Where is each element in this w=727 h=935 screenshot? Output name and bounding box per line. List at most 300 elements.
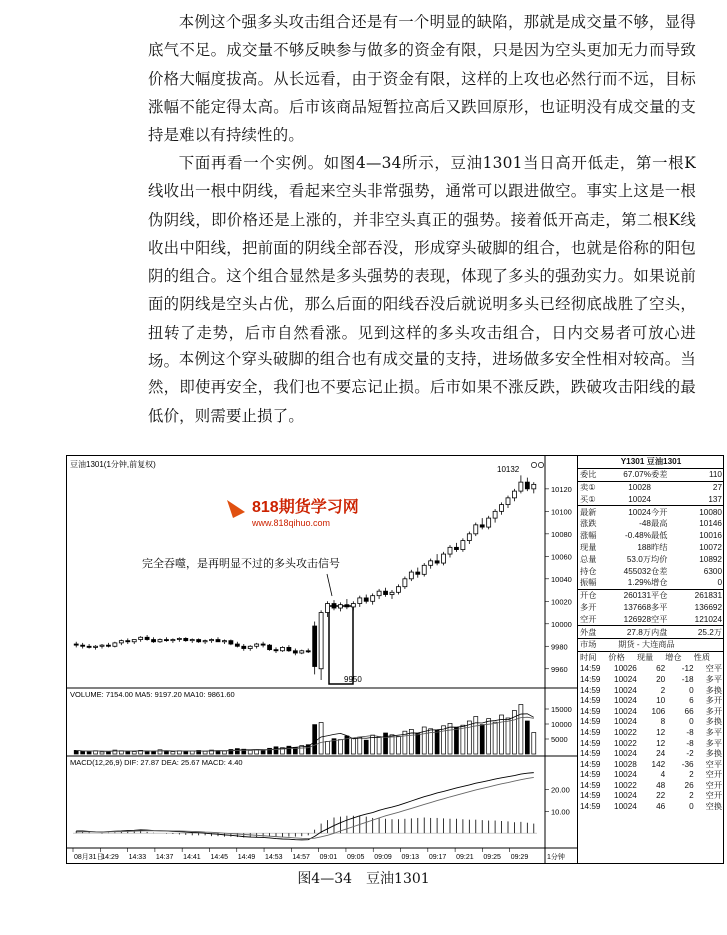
time-tick-label: 14:41 [183,854,201,861]
volume-bar [390,735,394,754]
tick-cell: 4 [660,770,666,780]
candle-down [525,482,529,489]
tick-cell: 20 [656,674,666,684]
quote-cell: 卖① [580,482,596,492]
quote-row [578,482,724,494]
tick-cell: 24 [656,749,666,759]
candle-up [532,484,536,488]
volume-bar [126,751,130,754]
ticks-header-cell: 时间 [580,653,597,663]
volume-tick-label: 10000 [551,720,572,729]
volume-bar [493,722,497,754]
quote-cell: 10892 [699,554,722,564]
candle-down [235,644,239,646]
time-tick-label: 14:37 [155,854,174,861]
tick-cell: 10022 [614,780,637,790]
candle-down [229,641,233,644]
tick-cell: 14:59 [580,696,601,706]
candle-down [306,651,310,652]
quote-cell: 委比 [580,470,597,480]
quote-cell: 开仓 [580,591,597,601]
volume-bar [313,725,317,754]
candle-up [467,534,471,541]
tick-cell: 10024 [614,674,637,684]
volume-bar [519,705,523,755]
time-tick-label: 09:09 [374,854,392,861]
candle-down [74,644,78,645]
quote-row [578,613,724,625]
candle-down [164,640,168,641]
candle-up [506,498,510,505]
price-tick-label: 10060 [551,552,572,562]
volume-bar [448,723,452,754]
quote-cell: 涨幅 [580,531,597,541]
volume-bar [171,752,175,754]
quote-cell: 67.07% [623,470,651,480]
volume-bar [500,715,504,754]
volume-bar [480,725,484,754]
candle-up [351,604,355,607]
candle-up [300,651,304,653]
price-tick-label: 10040 [551,574,572,584]
quote-cell: 期货 - 大连商品 [618,640,675,650]
chart-figure [66,455,724,864]
candle-up [139,637,143,639]
tick-cell: 空开 [705,780,723,790]
candle-up [132,640,136,642]
watermark-url: www.818qihuo.com [252,518,331,528]
tick-cell: 10022 [614,738,637,748]
tick-cell: 10 [656,696,666,706]
tick-cell: 48 [656,780,666,790]
tick-cell: 22 [656,791,666,801]
candle-down [106,645,110,646]
candle-down [313,626,317,666]
quote-row [578,590,724,602]
tick-cell: 多换 [705,717,723,727]
time-tick-label: 09:17 [428,854,447,861]
tick-cell: 10024 [614,791,637,801]
tick-cell: 14:59 [580,706,601,716]
tick-cell: 多开 [705,706,723,716]
candle-up [190,640,194,641]
volume-bar [152,751,156,754]
candle-up [255,644,259,646]
tick-cell: 14:59 [580,738,601,748]
candle-up [487,518,491,527]
tick-cell: 10024 [614,706,637,716]
candle-down [332,604,336,608]
quote-cell: 买① [580,494,596,504]
tick-cell: 26 [684,780,694,790]
price-tick-label: 9960 [551,664,568,674]
candle-down [268,645,272,649]
annotation-text: 完全吞噬，是再明显不过的多头攻击信号 [142,558,340,570]
candle-down [454,547,458,549]
quote-cell: 10146 [699,519,722,529]
low-price-label: 9950 [344,675,362,684]
volume-bar [358,737,362,754]
candle-up [429,561,433,565]
time-tick-label: 09:29 [510,854,529,861]
tick-cell: 14:59 [580,780,601,790]
tick-row [578,780,724,791]
candle-up [203,641,207,642]
candle-down [416,572,420,574]
volume-bar [74,750,78,754]
tick-cell: 10024 [614,685,637,695]
candle-down [261,644,265,645]
tick-cell: 多换 [705,749,723,759]
tick-cell: 10028 [614,759,637,769]
quote-cell: -48 [639,519,651,529]
quote-section-rows1 [578,468,724,481]
price-tick-label: 10020 [551,597,572,607]
candle-up [461,541,465,550]
quote-cell: 25.2万 [697,627,722,637]
candle-up [448,547,452,554]
candle-up [396,587,400,593]
candle-up [210,640,214,641]
volume-bar [248,750,252,754]
time-tick-label: 09:13 [401,854,420,861]
quote-cell: 涨跌 [580,519,597,529]
tick-cell: 142 [651,759,666,769]
tick-cell: 空换 [705,802,723,812]
time-tick-label: 14:29 [101,854,119,861]
quote-row [578,626,724,638]
quote-row [578,602,724,614]
tick-row [578,695,724,706]
volume-bar [532,733,536,754]
quote-cell: 260131 [623,591,651,601]
quote-row [578,542,724,554]
volume-bar [461,725,465,754]
tick-cell: 10024 [614,770,637,780]
volume-header: VOLUME: 7154.00 MA5: 9197.20 MA10: 9861.60 [70,690,235,699]
volume-bar [338,740,342,754]
tick-cell: 14:59 [580,674,601,684]
time-tick-label: 09:25 [483,854,501,861]
tick-cell: 10026 [614,664,637,674]
quote-cell: 最高 [651,519,668,529]
quote-cell: 平仓 [651,591,668,601]
time-tick-label: 14:45 [210,854,229,861]
volume-bar [506,718,510,754]
volume-bar [416,734,420,754]
volume-bar [184,751,188,754]
macd-header: MACD(12,26,9) DIF: 27.87 DEA: 25.67 MACD: 4.40 [70,758,243,767]
tick-cell: -36 [681,759,694,769]
tick-cell: 106 [651,706,666,716]
volume-bar [474,717,478,755]
quote-cell: 136692 [694,602,722,612]
candle-down [197,640,201,642]
tick-cell: 14:59 [580,802,601,812]
quote-cell: 27 [712,482,722,492]
quote-cell: 110 [708,470,722,480]
quote-cell: 昨结 [651,542,668,552]
tick-cell: -12 [681,664,694,674]
candle-down [126,641,130,642]
candle-up [113,643,117,646]
quote-row [578,639,724,651]
watermark-brand: 818期货学习网 [252,499,359,516]
quote-cell: 空平 [651,614,668,624]
tick-row [578,759,724,770]
quote-cell: 27.8万 [626,627,651,637]
quote-cell: 最低 [651,531,668,541]
tick-cell: 14:59 [580,727,601,737]
quote-cell: 10080 [699,507,722,517]
candle-down [274,650,278,651]
candle-down [152,640,156,642]
candle-down [293,651,297,653]
paragraph-2: 下面再看一个实例。如图4—34所示，豆油1301当日高开低走，第一根K线收出一根中阴线，看起来空头非常强势，通常可以跟进做空。事实上这是一根伪阴线，即价格还是上涨的，并非空头真正的强势。接着低开高走，第二根K线收出中阳线，把前面的阴线全部吞没，形成穿头破脚的组合，也就是俗称的阳包阴的组合。这个组合显然是多头强势的表现，体现了多头的强劲实力。如果说前面的阴线是空头占优，那么后面的阳线吞没后就说明多头已经彻底战胜了空头，扭转了走势，后市自然看涨。见到这样的多头攻击组合，日内交易者可放心进场。 [148,154,696,371]
quote-cell: 振幅 [580,578,597,588]
time-tick-label: 09:01 [319,854,338,861]
quote-cell: 委差 [651,470,668,480]
candle-up [422,565,426,574]
candle-up [222,641,226,642]
candle-down [384,591,388,594]
quote-cell: 市场 [580,640,597,650]
tick-cell: 0 [689,685,694,695]
quote-cell: 1.29% [627,578,651,588]
time-tick-label: 09:21 [456,854,474,861]
volume-bar [442,726,446,754]
tick-row [578,801,724,812]
candle-up [390,592,394,594]
tick-cell: 空开 [705,770,723,780]
tick-cell: 12 [656,727,666,737]
tick-cell: 14:59 [580,770,601,780]
candle-down [364,598,368,601]
quote-cell: 10024 [628,494,651,504]
tick-cell: 14:59 [580,717,601,727]
tick-cell: 66 [684,706,694,716]
tick-row [578,791,724,802]
tick-cell: 多开 [705,696,723,706]
quote-cell: 现量 [580,542,597,552]
quote-title: Y1301 豆油1301 [620,457,682,467]
quote-cell: -0.48% [625,531,651,541]
candle-up [500,505,504,512]
quote-row [578,553,724,565]
tick-row [578,674,724,685]
tick-cell: 10024 [614,696,637,706]
tick-cell: 多平 [705,674,723,684]
price-chart [67,456,577,863]
tick-cell: 8 [660,717,666,727]
tick-cell: -8 [686,727,694,737]
candle-down [216,640,220,642]
tick-cell: 多平 [705,738,723,748]
tick-row [578,664,724,675]
price-tick-label: 10100 [551,507,572,517]
quote-cell: 137 [708,494,722,504]
candle-down [287,647,291,650]
price-chart-header: 豆油1301(1分钟,前复权) [70,460,156,469]
quote-section-rows6 [578,638,724,651]
candle-up [442,554,446,563]
volume-bar [222,751,226,754]
tick-cell: 2 [689,770,694,780]
tick-cell: 2 [660,685,666,695]
candle-up [409,572,413,579]
quote-cell: 多开 [580,602,597,612]
quote-cell: 空开 [580,614,597,624]
quote-cell: 188 [637,542,651,552]
candle-up [280,647,284,650]
tick-cell: 14:59 [580,664,601,674]
volume-bar [435,730,439,754]
quote-cell: 10072 [699,542,722,552]
tick-cell: -8 [686,738,694,748]
volume-bar [235,749,239,754]
quote-cell: 10024 [628,507,651,517]
quote-section-rows3 [578,505,724,589]
quote-row [578,469,724,481]
quote-cell: 53.0万 [626,554,651,564]
tick-row [578,706,724,717]
quote-cell: 455032 [623,566,651,576]
time-tick-label: 14:57 [292,854,310,861]
quote-cell: 10028 [628,482,651,492]
tick-cell: 12 [656,738,666,748]
candle-down [480,525,484,527]
quote-row [578,493,724,505]
volume-bar [261,750,265,754]
candle-up [94,646,98,647]
tick-row [578,717,724,728]
volume-bar [203,751,207,754]
quote-row [578,530,724,542]
candle-up [403,579,407,587]
tick-cell: 6 [689,696,694,706]
candle-down [435,561,439,563]
quote-row [578,518,724,530]
candle-down [87,646,91,647]
paragraph-3: 本例这个穿头破脚的组合也有成交量的支持，进场做多安全性相对较高。当然，即使再安全，我们也不要忘记止损。后市如果不涨反跌，跌破攻击阳线的最低价，则需要止损了。 [148,350,696,425]
quote-cell: 多平 [651,602,668,612]
tick-cell: 10024 [614,802,637,812]
tick-cell: 空开 [705,791,723,801]
quote-cell: 外盘 [580,627,597,637]
price-tick-label: 9980 [551,642,568,652]
quote-section-rows4 [578,589,724,625]
candle-down [145,637,149,639]
volume-bar [87,752,91,754]
quote-cell: 261831 [694,591,722,601]
tick-cell: 14:59 [580,791,601,801]
quote-cell: 最新 [580,507,597,517]
quote-row [578,565,724,577]
tick-cell: 多平 [705,727,723,737]
time-tick-label: 14:49 [237,854,256,861]
time-tick-label: 08月31日 [74,854,104,861]
candle-up [338,605,342,608]
ticks-header-cell: 现量 [636,653,654,663]
volume-bar [164,751,168,754]
tick-cell: 14:59 [580,749,601,759]
tick-cell: 10022 [614,727,637,737]
candle-up [371,596,375,602]
candle-up [119,641,123,643]
ticks-header-cell: 性质 [693,653,711,663]
quote-section-rows5 [578,625,724,638]
candle-up [171,640,175,641]
quote-cell: 持仓 [580,566,597,576]
tick-cell: 10024 [614,717,637,727]
period-label: 1分钟 [547,854,565,861]
candle-up [377,591,381,595]
candle-up [177,638,181,639]
tick-cell: 10024 [614,749,637,759]
volume-bar [525,721,529,754]
candle-up [248,646,252,648]
tick-cell: 0 [689,717,694,727]
macd-tick-label: 10.00 [551,807,570,817]
quote-row [578,506,724,518]
volume-bar [274,747,278,754]
candle-down [242,646,246,648]
volume-bar [351,738,355,754]
ticks-header-cell: 价格 [608,653,625,663]
candle-up [493,511,497,518]
tick-row [578,727,724,738]
time-tick-label: 09:05 [346,854,365,861]
quote-cell: 内盘 [651,627,668,637]
tick-cell: -18 [681,674,694,684]
time-tick-label: 14:33 [128,854,147,861]
candle-up [512,491,516,498]
quote-cell: 0 [717,578,722,588]
volume-bar [326,741,330,754]
quote-cell: 均价 [651,554,668,564]
volume-bar [100,752,104,754]
volume-tick-label: 15000 [551,705,572,714]
tick-row [578,748,724,759]
candle-up [474,525,478,534]
tick-cell: 62 [656,664,666,674]
quote-cell: 10016 [699,531,722,541]
candle-up [158,640,162,642]
ticks-header [578,651,724,664]
tick-row [578,769,724,780]
quote-cell: 仓差 [651,566,668,576]
candle-up [100,645,104,646]
quote-cell: 增仓 [651,578,668,588]
quote-panel [577,456,724,863]
high-price-label: 10132 [497,465,520,474]
quote-cell: 126928 [623,614,651,624]
tick-cell: 46 [656,802,666,812]
tick-cell: 空平 [705,759,723,769]
tick-row [578,685,724,696]
quote-cell: 137668 [623,602,651,612]
quote-section-rows2 [578,481,724,506]
volume-bar [364,740,368,754]
volume-bar [81,751,85,754]
volume-bar [396,736,400,754]
volume-bar [132,752,136,754]
quote-cell: 121024 [694,614,722,624]
volume-tick-label: 5000 [551,735,568,744]
quote-cell: 总量 [580,554,597,564]
price-tick-label: 10080 [551,529,572,539]
tick-cell: 14:59 [580,759,601,769]
